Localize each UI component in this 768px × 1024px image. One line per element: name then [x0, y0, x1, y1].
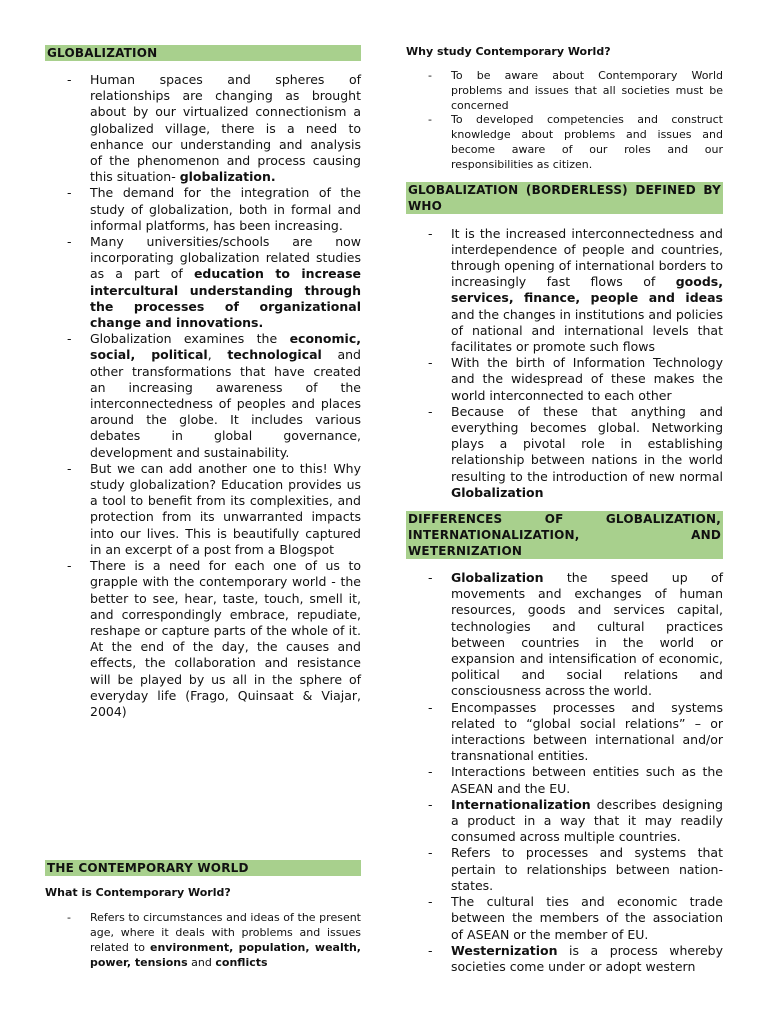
- bullet-dash: -: [67, 911, 71, 925]
- differences-list: [406, 570, 723, 975]
- bold-text: Westernization: [451, 942, 558, 958]
- text-run: the speed up of movements and exchanges of human resources, goods and services capital, technologies and cultural practices between countries in the world or expansion and intensification of economic, political and social relations and consciousness across the world.: [451, 570, 723, 699]
- text-run: With the birth of Information Technology and the widespread of these makes the world interconnected to each other: [451, 355, 723, 403]
- text-run: and the changes in institutions and policies of national and international levels that facilitates or promote such flows: [451, 306, 723, 354]
- text-run: But we can add another one to this! Why study globalization? Education provides us a tool to benefit from its complexities, and protection from its unwarranted impacts into our lives. This is beautifully captured in an excerpt of a post from a Blogspot: [90, 460, 361, 557]
- list-item: [406, 570, 723, 700]
- list-item: [45, 558, 361, 720]
- list-item: [406, 894, 723, 943]
- bold-text: education to increase intercultural understanding through the processes of organizational change and innovations.: [90, 266, 361, 331]
- bold-text: conflicts: [215, 955, 268, 969]
- bullet-dash: -: [67, 558, 72, 574]
- list-item: [406, 69, 723, 113]
- bold-text: Globalization: [451, 570, 544, 586]
- bold-text: economic, social, political: [90, 331, 361, 363]
- globalization-list: [45, 72, 361, 720]
- right-column: [406, 45, 723, 975]
- bullet-dash: -: [428, 796, 433, 812]
- list-item: [45, 331, 361, 461]
- text-run: Encompasses processes and systems related to “global social relations” – or interactions between international and/or transnational entities.: [451, 699, 723, 764]
- bullet-dash: -: [428, 894, 433, 910]
- bullet-dash: -: [428, 845, 433, 861]
- list-item: [406, 404, 723, 501]
- bold-text: goods, services, finance, people and ideas: [451, 274, 723, 306]
- list-item: [406, 797, 723, 846]
- bullet-dash: -: [428, 355, 433, 371]
- text-run: Many universities/schools are now incorporating globalization related studies as a part of: [90, 234, 361, 282]
- text-run: It is the increased interconnectedness and interdependence of people and countries, through opening of international borders to increasingly fast flows of: [451, 225, 723, 290]
- text-run: Interactions between entities such as the ASEAN and the EU.: [451, 764, 723, 796]
- text-run: and: [187, 955, 216, 969]
- bullet-dash: -: [67, 234, 72, 250]
- list-item: [45, 234, 361, 331]
- text-run: To be aware about Contemporary World problems and issues that all societies must be concerned: [451, 69, 723, 112]
- bullet-dash: -: [428, 942, 433, 958]
- section-header-who-definition: GLOBALIZATION (BORDERLESS) DEFINED BY WHO: [408, 182, 721, 213]
- list-item: [406, 764, 723, 796]
- bullet-dash: -: [428, 225, 433, 241]
- list-item: [45, 461, 361, 558]
- text-run: The cultural ties and economic trade between the members of the association of ASEAN or the member of EU.: [451, 894, 723, 942]
- why-study-list: [406, 69, 723, 173]
- bullet-dash: -: [67, 460, 72, 476]
- bullet-dash: -: [428, 113, 432, 127]
- list-item: [406, 113, 723, 172]
- section-header-globalization: GLOBALIZATION: [45, 45, 361, 61]
- contemporary-list: [45, 911, 361, 970]
- list-item: [406, 845, 723, 894]
- list-item: [406, 226, 723, 356]
- bullet-dash: -: [428, 69, 432, 82]
- bullet-dash: -: [428, 764, 433, 780]
- bold-text: technological: [227, 347, 322, 363]
- who-definition-list: [406, 226, 723, 501]
- list-item: [45, 185, 361, 234]
- bold-text: Internationalization: [451, 796, 591, 812]
- text-run: describes designing a product in a way that it may readily consumed across multiple countries.: [451, 796, 723, 845]
- text-run: Human spaces and spheres of relationships are changing as brought about by our virtualized connectionism a globalized village, there is a need to enhance our understanding and analysis of the phenomenon and process causing this situation-: [90, 72, 361, 185]
- list-item: [45, 72, 361, 185]
- bullet-dash: -: [67, 72, 72, 87]
- bullet-dash: -: [67, 185, 72, 201]
- text-run: The demand for the integration of the study of globalization, both in formal and informal platforms, has been increasing.: [90, 185, 361, 233]
- section-header-differences: DIFFERENCES OF GLOBALIZATION, INTERNATIONALIZATION, AND WETERNIZATION: [408, 512, 721, 559]
- bullet-dash: -: [428, 570, 433, 586]
- text-run: Refers to circumstances and ideas of the present age, where it deals with problems and issues related to: [90, 911, 361, 954]
- bold-text: environment, population, wealth, power, tensions: [90, 940, 361, 969]
- left-column: [45, 45, 361, 970]
- text-run: There is a need for each one of us to grapple with the contemporary world - the better to see, hear, taste, touch, smell it, and correspondingly embrace, repudiate, reshape or capture parts of the whole of it. At the end of the day, the causes and effects, the collaboration and resistance will be played by us all in the sphere of everyday life (Frago, Quinsaat & Viajar, 2004): [90, 558, 361, 719]
- text-run: To developed competencies and construct knowledge about problems and issues and become aware of our roles and our responsibilities as citizen.: [451, 113, 723, 171]
- text-run: Refers to processes and systems that pertain to relationships between nation-states.: [451, 845, 723, 893]
- text-run: is a process whereby societies come under or adopt western: [451, 942, 723, 974]
- text-run: Because of these that anything and everything becomes global. Networking plays a pivotal role in establishing relationship between nations in the world resulting to the introduction of new normal: [451, 403, 723, 484]
- section-header-contemporary-world: THE CONTEMPORARY WORLD: [45, 860, 361, 876]
- bullet-dash: -: [67, 331, 72, 347]
- bullet-dash: -: [428, 699, 433, 715]
- bold-text: Globalization: [451, 484, 544, 500]
- list-item: [45, 911, 361, 970]
- bold-text: globalization.: [179, 169, 276, 185]
- why-study-question: Why study Contemporary World?: [406, 45, 611, 58]
- bullet-dash: -: [428, 403, 433, 419]
- contemporary-world-question: What is Contemporary World?: [45, 886, 231, 900]
- text-run: ,: [207, 347, 228, 363]
- text-run: Globalization examines the: [90, 331, 290, 347]
- list-item: [406, 700, 723, 765]
- text-run: and other transformations that have created an increasing awareness of the interconnectedness of peoples and places around the globe. It includes various debates in global governance, development and sustainability.: [90, 347, 361, 460]
- list-item: [406, 355, 723, 404]
- list-item: [406, 943, 723, 975]
